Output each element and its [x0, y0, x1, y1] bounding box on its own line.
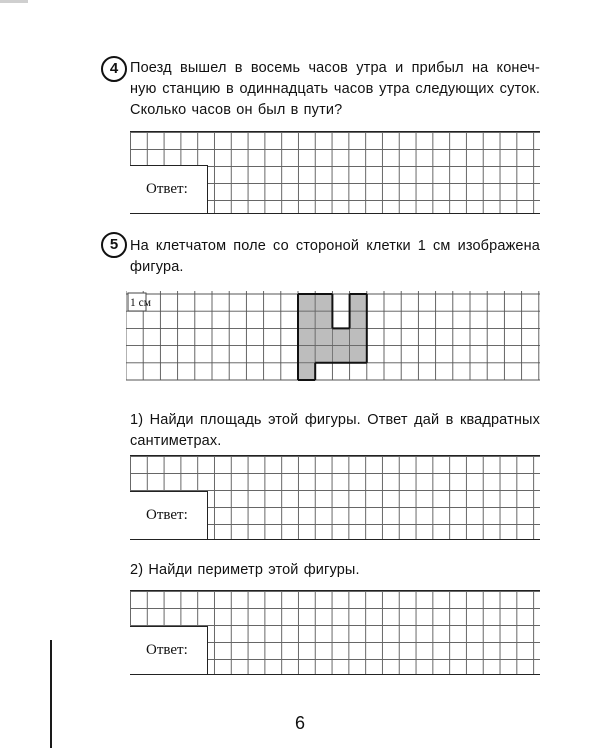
task-5-q1-answer-grid[interactable]: [130, 455, 540, 540]
figure-cell: [315, 294, 332, 311]
task-5-q1-answer-box[interactable]: [130, 491, 208, 539]
task-4-text: [130, 58, 540, 121]
figure-cell: [298, 346, 315, 363]
task-5-q1-answer-label: Ответ:: [146, 507, 188, 523]
figure-cell: [298, 311, 315, 328]
task-4-answer-box[interactable]: [130, 165, 208, 213]
figure-cell: [350, 346, 367, 363]
page-number: 6: [294, 713, 305, 733]
task-5-q2-answer-box[interactable]: [130, 626, 208, 674]
figure-cell: [315, 346, 332, 363]
task-4-answer-grid[interactable]: [130, 131, 540, 214]
figure-cell: [298, 363, 315, 380]
figure-cell: [298, 294, 315, 311]
figure-cell: [315, 311, 332, 328]
task-5-q1-line-2: сантиметрах.: [130, 433, 222, 449]
figure-cell: [350, 294, 367, 311]
figure-cell: [315, 328, 332, 345]
figure-cell: [332, 346, 349, 363]
task-4-number-badge: 4: [101, 56, 127, 82]
task-5-q2-answer-label: Ответ:: [146, 642, 188, 658]
figure-cell: [350, 328, 367, 345]
figure-cell: [350, 311, 367, 328]
scan-edge-mark: [0, 0, 28, 3]
unit-cell-label: 1 см: [130, 297, 152, 309]
figure-cell: [298, 328, 315, 345]
task-5-question-2: [130, 560, 540, 581]
task-4-answer-label: Ответ:: [146, 181, 188, 197]
task-5-text: [130, 236, 540, 278]
checkered-field-with-figure: [126, 291, 540, 387]
task-5-number-badge: 5: [101, 232, 127, 258]
task-5-question-1: [130, 410, 540, 452]
task-4-line-1: Поезд вышел в восемь часов утра и прибыл на конеч-: [130, 60, 540, 76]
task-5-q2-line: 2) Найди периметр этой фигуры.: [130, 562, 360, 578]
task-5-q2-answer-grid[interactable]: [130, 590, 540, 675]
task-5-q1-line-1: 1) Найди площадь этой фигуры. Ответ дай в квадратных: [130, 412, 540, 428]
task-5-line-1: На клетчатом поле со стороной клетки 1 см изображена: [130, 238, 540, 254]
task-4-line-3: Сколько часов он был в пути?: [130, 102, 343, 118]
figure-cell: [332, 328, 349, 345]
task-4-line-2: ную станцию в одиннадцать часов утра следующих суток.: [130, 81, 540, 97]
task-5-line-2: фигура.: [130, 259, 184, 275]
